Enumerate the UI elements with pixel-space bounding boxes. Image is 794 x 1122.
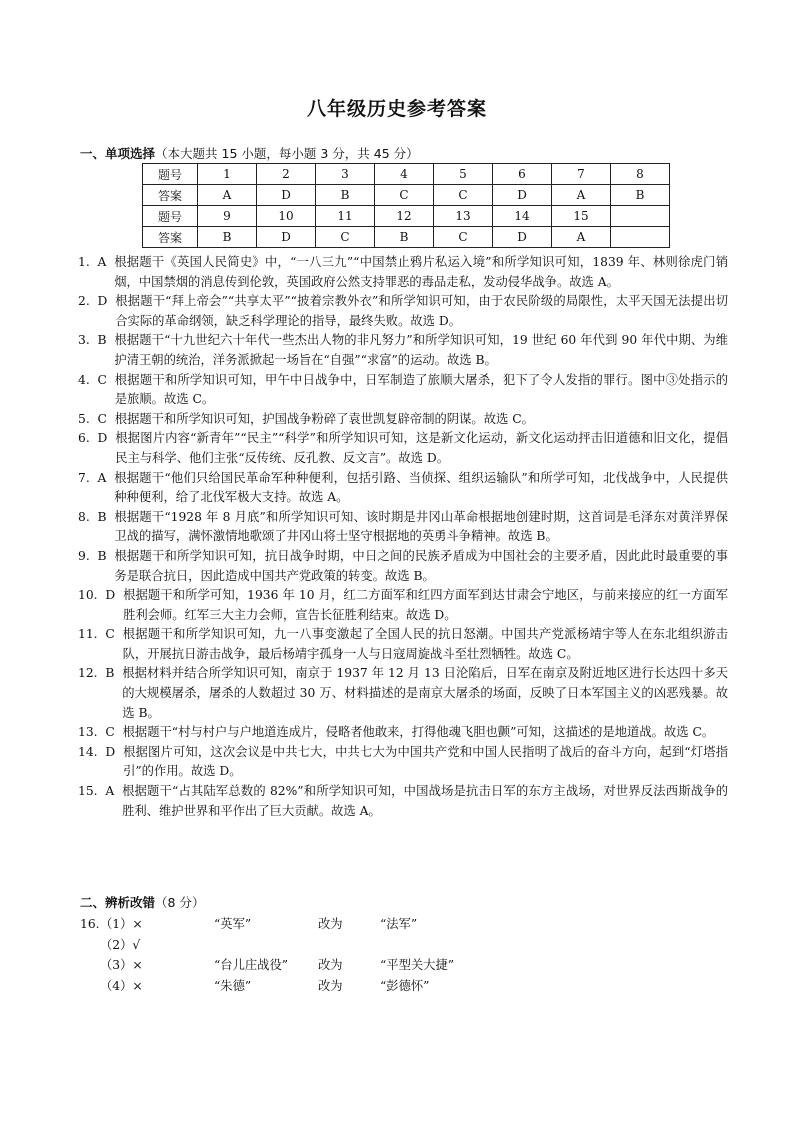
- table-cell: A: [198, 185, 257, 206]
- list-item: [78, 547, 728, 586]
- item-text: 根据题干和所学知识可知，甲午中日战争中，日军制造了旅顺大屠杀，犯下了令人发指的罪行。图中③处指示的是旅顺。故选 C。: [114, 372, 728, 407]
- list-item: [78, 469, 728, 508]
- item-number: 8. B: [78, 509, 115, 524]
- row-label: （4）×: [100, 978, 143, 993]
- item-number: 5. C: [78, 411, 115, 426]
- table-cell: 4: [375, 164, 434, 185]
- item-number: 14. D: [78, 744, 124, 759]
- wrong-term: “英军”: [214, 917, 252, 931]
- list-item: [78, 429, 728, 468]
- section2-heading: [80, 893, 204, 911]
- item-text: 根据题干“占其陆军总数的 82%”和所学知识可知，中国战场是抗击日军的东方主战场，对世界反法西斯战争的胜利、维护世界和平作出了巨大贡献。故选 A。: [122, 784, 728, 818]
- item-number: 3. B: [78, 333, 115, 348]
- table-row: [143, 227, 670, 248]
- table-cell: D: [257, 185, 316, 206]
- item-text: 根据题干和所学可知，1936 年 10 月，红二方面军和红四方面军到达甘肃会宁地区，与前来接应的红一方面军胜利会师。红军三大主力会师，宣告长征胜利结束。故选 D。: [123, 588, 728, 622]
- table-cell: 10: [257, 206, 316, 227]
- table-cell: 14: [493, 206, 552, 227]
- table-cell: 1: [198, 164, 257, 185]
- row-label: （2）√: [100, 937, 141, 952]
- table-cell: C: [434, 227, 493, 248]
- page-title: 八年级历史参考答案: [306, 98, 487, 120]
- table-cell: 15: [552, 206, 611, 227]
- item-number: 10. D: [78, 588, 124, 603]
- item-text: 根据题干和所学知识可知，护国战争粉碎了袁世凯复辟帝制的阴谋。故选 C。: [114, 411, 534, 426]
- item-text: 根据题干和所学知识可知，九一八事变激起了全国人民的抗日怒潮。中国共产党派杨靖宇等人在东北组织游击队，开展抗日游击战争，最后杨靖宇孤身一人与日寇周旋战斗至壮烈牺牲。故选 C。: [122, 627, 728, 661]
- table-cell: 3: [316, 164, 375, 185]
- change-word: 改为: [318, 958, 343, 972]
- change-word: 改为: [318, 917, 343, 931]
- change-word: 改为: [318, 978, 343, 993]
- item-number: 4. C: [78, 372, 115, 387]
- table-cell: 7: [552, 164, 611, 185]
- list-item: [78, 625, 728, 664]
- answer-table: [142, 163, 670, 248]
- table-row: [143, 206, 670, 227]
- item-number: 11. C: [78, 627, 123, 642]
- item-number: 15. A: [78, 784, 123, 799]
- table-cell: D: [493, 227, 552, 248]
- wrong-term: “朱德”: [214, 978, 252, 993]
- table-cell: 12: [375, 206, 434, 227]
- table-cell: D: [493, 185, 552, 206]
- table-cell: 13: [434, 206, 493, 227]
- explanation-list: [78, 253, 728, 821]
- question-number: 16.: [80, 917, 100, 931]
- item-text: 根据题干“他们只给国民革命军种种便利，包括引路、当侦探、组织运输队”和所学可知，北伐战争中，人民提供种种便利，给了北伐军极大支持。故选 A。: [114, 470, 728, 505]
- list-item: [78, 782, 728, 821]
- table-header-cell: 题号: [143, 206, 198, 227]
- item-text: 根据题干和所学知识可知，抗日战争时期，中日之间的民族矛盾成为中国社会的主要矛盾，因此此时最重要的事务是联合抗日，因此造成中国共产党政策的转变。故选 B。: [114, 548, 728, 583]
- table-cell: 8: [611, 164, 670, 185]
- wrong-term: “台儿庄战役”: [214, 958, 289, 972]
- item-number: 7. A: [78, 470, 115, 485]
- list-item: [78, 292, 728, 331]
- list-item: [78, 331, 728, 370]
- list-item: [78, 508, 728, 547]
- table-cell: 9: [198, 206, 257, 227]
- row-label: （1）×: [100, 917, 143, 931]
- table-cell: B: [611, 185, 670, 206]
- table-header-cell: 答案: [143, 185, 198, 206]
- table-row: [143, 185, 670, 206]
- table-cell: B: [375, 227, 434, 248]
- correct-term: “平型关大捷”: [380, 958, 455, 972]
- list-item: [78, 410, 728, 430]
- table-cell: [611, 227, 670, 248]
- item-number: 2. D: [78, 294, 116, 309]
- table-cell: C: [316, 227, 375, 248]
- item-number: 13. C: [78, 725, 123, 740]
- table-cell: D: [257, 227, 316, 248]
- correct-term: “法军”: [380, 917, 418, 931]
- item-text: 根据题干《英国人民简史》中，“一八三九”“中国禁止鸦片私运入境”和所学知识可知，1839 年、林则徐虎门销烟，中国禁烟的消息传到伦敦，英国政府公然支持罪恶的毒品走私，发动侵华战争。故选 A。: [114, 255, 728, 289]
- item-text: 根据题干“十九世纪六十年代一些杰出人物的非凡努力”和所学知识可知，19 世纪 60 年代到 90 年代中期、为维护清王朝的统治，洋务派掀起一场旨在“自强”“求富”的运动。故选 B。: [114, 333, 728, 367]
- table-cell: B: [316, 185, 375, 206]
- table-cell: B: [198, 227, 257, 248]
- section2-heading-text: 二、辨析改错: [80, 895, 156, 910]
- table-cell: A: [552, 227, 611, 248]
- item-number: 9. B: [78, 548, 115, 563]
- section1-heading-text: 一、单项选择: [80, 146, 156, 161]
- list-item: [78, 723, 728, 743]
- item-text: 根据图片可知，这次会议是中共七大，中共七大为中国共产党和中国人民指明了战后的奋斗方向，起到“灯塔指引”的作用。故选 D。: [123, 744, 728, 779]
- section1-heading: [80, 144, 419, 162]
- table-cell: 6: [493, 164, 552, 185]
- item-text: 根据材料并结合所学知识可知，南京于 1937 年 12 月 13 日沦陷后，日军在南京及附近地区进行长达四十多天的大规模屠杀，屠杀的人数超过 30 万、材料描述的是南京大屠杀的场面，反映了日本军国主义的凶恶残暴。故选 B。: [122, 666, 728, 720]
- section1-subheading: （本大题共 15 小题，每小题 3 分，共 45 分）: [155, 146, 419, 161]
- table-cell: C: [434, 185, 493, 206]
- item-text: 根据题干“村与村户与户地道连成片，侵略者他敢来，打得他魂飞胆也颤”可知，这描述的是地道战。故选 C。: [122, 725, 715, 740]
- table-header-cell: 题号: [143, 164, 198, 185]
- table-cell: [611, 206, 670, 227]
- correct-term: “彭德怀”: [380, 978, 430, 993]
- list-item: [78, 743, 728, 782]
- item-number: 6. D: [78, 431, 116, 446]
- item-text: 根据题干“1928 年 8 月底”和所学知识可知、该时期是井冈山革命根据地创建时期，这首词是毛泽东对黄洋界保卫战的描写，满怀激情地歌颂了井冈山将士坚守根据地的英勇斗争精神。故选 B。: [114, 509, 728, 544]
- section2-subheading: （8 分）: [155, 895, 205, 910]
- table-cell: 2: [257, 164, 316, 185]
- list-item: [78, 664, 728, 723]
- list-item: [78, 586, 728, 625]
- table-cell: A: [552, 185, 611, 206]
- item-number: 1. A: [78, 255, 115, 269]
- row-label: （3）×: [100, 958, 143, 972]
- table-cell: 11: [316, 206, 375, 227]
- list-item: [78, 371, 728, 410]
- item-text: 根据图片内容“新青年”“民主”“科学”和所学知识可知，这是新文化运动，新文化运动抨击旧道德和旧文化，提倡民主与科学、他们主张“反传统、反孔教、反文言”。故选 D。: [115, 431, 728, 465]
- table-row: [143, 164, 670, 185]
- table-cell: C: [375, 185, 434, 206]
- table-header-cell: 答案: [143, 227, 198, 248]
- table-cell: 5: [434, 164, 493, 185]
- item-number: 12. B: [78, 666, 123, 681]
- list-item: [78, 253, 728, 292]
- item-text: 根据题干“拜上帝会”“共享太平”“披着宗教外衣”和所学知识可知，由于农民阶级的局限性，太平天国无法提出切合实际的革命纲领，缺乏科学理论的指导，最终失败。故选 D。: [115, 294, 728, 328]
